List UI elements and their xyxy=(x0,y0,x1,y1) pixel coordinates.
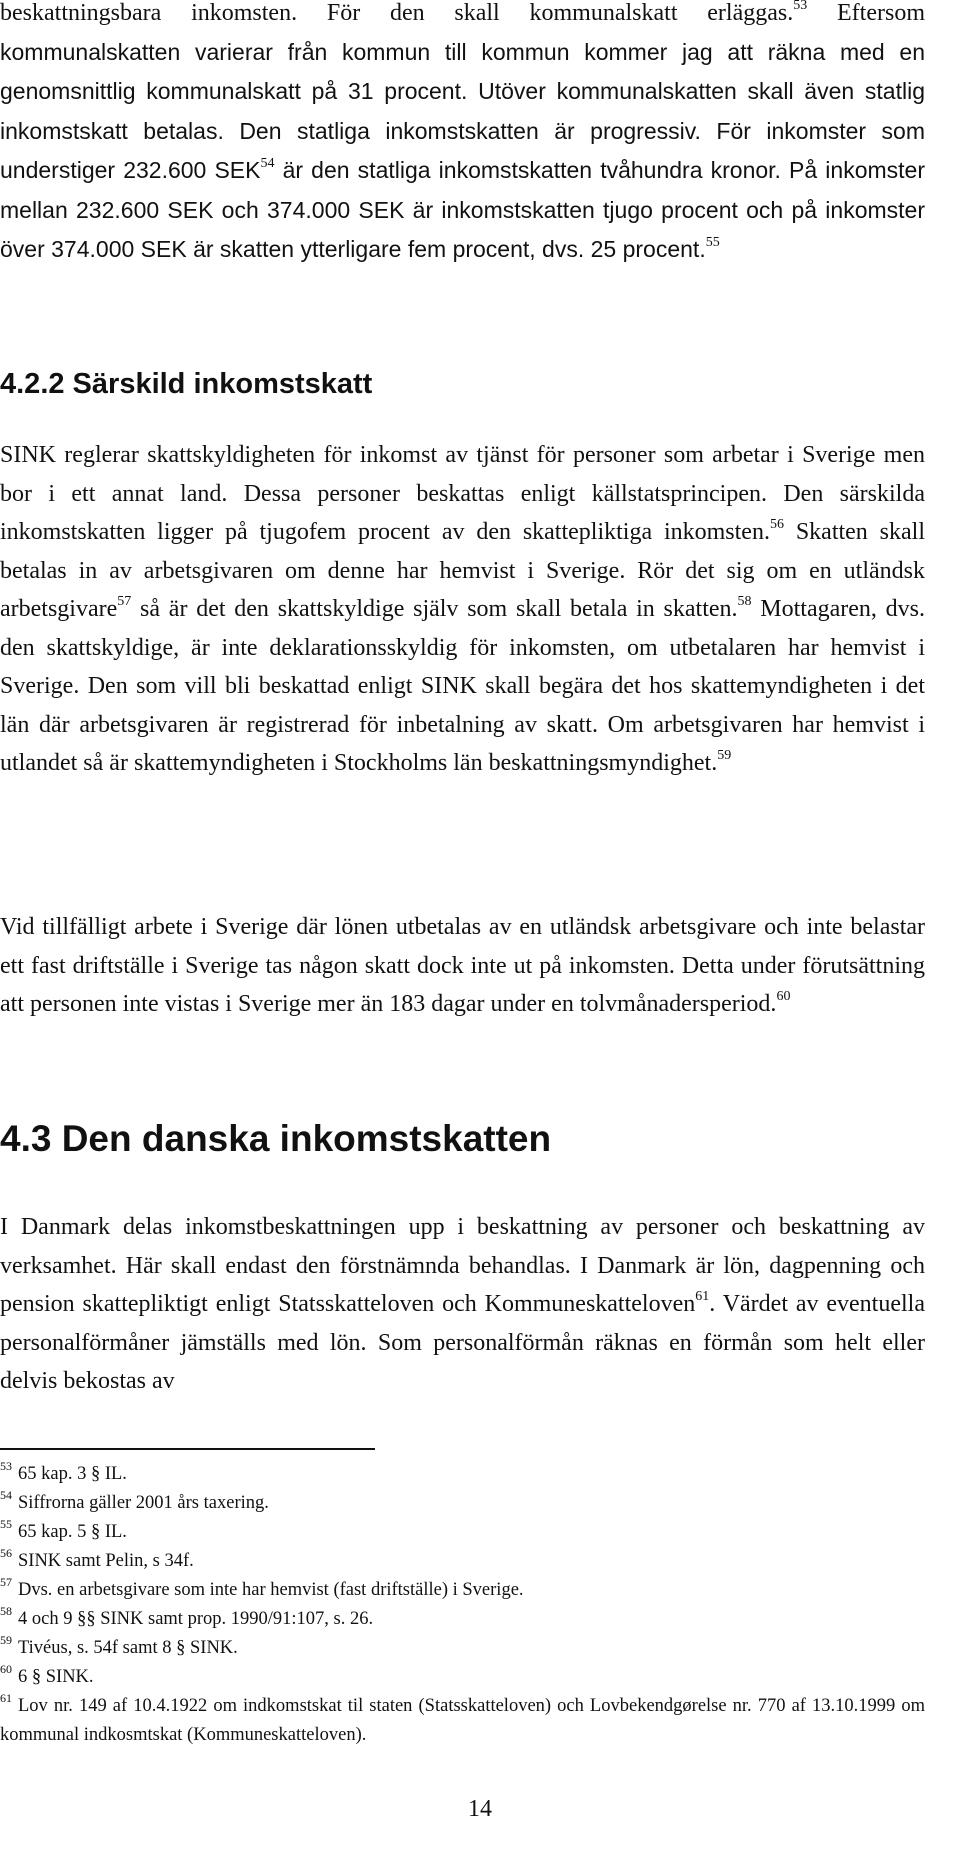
paragraph-top-line1: beskattningsbara inkomsten. För den skall kommunalskatt erläggas. xyxy=(0,0,794,26)
footnote-56 xyxy=(0,1547,925,1576)
section-43-paragraph xyxy=(0,1208,925,1401)
s43-part-a: I Danmark delas inkomstbeskattningen upp i beskattning av personer och beskattning av verksamhet. Här skall endast den förstnämnda behandlas. I Danmark är lön, dagpenning och pension skattepliktigt enligt Statsskatteloven och Kommuneskatteloven xyxy=(0,1214,925,1317)
section-422-p2-text xyxy=(0,908,925,1024)
p2-part-a: Vid tillfälligt arbete i Sverige där lönen utbetalas av en utländsk arbetsgivare och inte belastar ett fast driftställe i Sverige tas någon skatt dock inte ut på inkomsten. Detta under förutsättning att personen inte vistas i Sverige mer än 183 dagar under en tolvmånadersperiod. xyxy=(0,914,925,1017)
footnote-ref-56[interactable]: 56 xyxy=(769,517,784,532)
p1-part-c: så är det den skattskyldige själv som skall betala in skatten. xyxy=(131,596,738,622)
footnote-ref-57[interactable]: 57 xyxy=(117,594,132,609)
footnote-text: Tivéus, s. 54f samt 8 § SINK. xyxy=(18,1638,238,1658)
footnote-number: 56 xyxy=(0,1546,12,1560)
footnote-ref-61[interactable]: 61 xyxy=(695,1289,710,1304)
footnote-54 xyxy=(0,1489,925,1518)
footnotes xyxy=(0,1460,925,1750)
footnote-ref-59[interactable]: 59 xyxy=(717,748,732,763)
p1-part-b: Skatten skall betalas in av arbetsgivaren om denne har hemvist i Sverige. Rör det sig om en utländsk arbetsgivare xyxy=(0,519,925,622)
section-43-heading: 4.3 Den danska inkomstskatten xyxy=(0,1118,552,1159)
footnote-number: 54 xyxy=(0,1488,12,1502)
section-43-heading-wrap xyxy=(0,1118,925,1160)
page-number: 14 xyxy=(468,1796,492,1822)
footnote-59 xyxy=(0,1634,925,1663)
p1-part-d: Mottagaren, dvs. den skattskyldige, är inte deklarationsskyldig för inkomsten, om utbetalaren har hemvist i Sverige. Den som vill bli beskattad enligt SINK skall begära det hos skattemyndigheten i det län där arbetsgivaren är registrerad för inbetalning av skatt. Om arbetsgivaren har hemvist i utlandet så är skattemyndigheten i Stockholms län beskattningsmyndighet. xyxy=(0,596,925,776)
footnote-separator xyxy=(0,1448,375,1450)
s43-part-b: . Värdet av eventuella personalförmåner jämställs med lön. Som personalförmån räknas en förmån som helt eller delvis bekostas av xyxy=(0,1291,925,1394)
footnote-text: Siffrorna gäller 2001 års taxering. xyxy=(18,1493,269,1513)
footnote-text: Dvs. en arbetsgivare som inte har hemvist (fast driftställe) i Sverige. xyxy=(18,1580,524,1600)
section-422-p1-text xyxy=(0,436,925,783)
footnote-number: 60 xyxy=(0,1662,12,1676)
footnote-text: 4 och 9 §§ SINK samt prop. 1990/91:107, s. 26. xyxy=(18,1609,374,1629)
section-43-p-text xyxy=(0,1208,925,1401)
footnote-ref-60[interactable]: 60 xyxy=(776,989,791,1004)
footnote-number: 53 xyxy=(0,1459,12,1473)
footnote-55 xyxy=(0,1518,925,1547)
footnote-ref-53[interactable]: 53 xyxy=(793,0,808,13)
section-422-heading: 4.2.2 Särskild inkomstskatt xyxy=(0,368,373,400)
section-422-heading-wrap xyxy=(0,368,925,401)
footnote-53 xyxy=(0,1460,925,1489)
footnote-ref-58[interactable]: 58 xyxy=(737,594,752,609)
footnote-number: 55 xyxy=(0,1517,12,1531)
footnote-text: 65 kap. 5 § IL. xyxy=(18,1522,127,1542)
footnote-text: 6 § SINK. xyxy=(18,1667,94,1687)
footnote-number: 61 xyxy=(0,1691,12,1705)
paragraph-top-line1b: Eftersom xyxy=(807,0,925,26)
footnote-60 xyxy=(0,1663,925,1692)
footnote-text: 65 kap. 3 § IL. xyxy=(18,1464,127,1484)
paragraph-top-sans: kommunalskatten varierar från kommun till kommun kommer jag att räkna med en genomsnittlig kommunalskatt på 31 procent. Utöver kommunalskatten skall även statlig inkomstskatt betalas. Den statliga inkomstskatten är progressiv. För inkomster som understiger 232.600 SEK xyxy=(0,38,925,183)
footnote-61 xyxy=(0,1692,925,1750)
p1-part-a: SINK reglerar skattskyldigheten för inkomst av tjänst för personer som arbetar i Sverige men bor i ett annat land. Dessa personer beskattas enligt källstatsprincipen. Den särskilda inkomstskatten ligger på tjugofem procent av den skattepliktiga inkomsten. xyxy=(0,442,925,545)
footnote-number: 58 xyxy=(0,1604,12,1618)
footnote-ref-55[interactable]: 55 xyxy=(705,235,720,250)
paragraph-top xyxy=(0,0,925,270)
footnote-ref-54[interactable]: 54 xyxy=(260,156,275,171)
footnote-text: Lov nr. 149 af 10.4.1922 om indkomstskat til staten (Statsskatteloven) och Lovbekendgørelse nr. 770 af 13.10.1999 om kommunal indkosmtskat (Kommuneskatteloven). xyxy=(0,1696,925,1745)
footnote-57 xyxy=(0,1576,925,1605)
footnote-number: 57 xyxy=(0,1575,12,1589)
footnote-number: 59 xyxy=(0,1633,12,1647)
footnote-text: SINK samt Pelin, s 34f. xyxy=(18,1551,194,1571)
paragraph-top-text xyxy=(0,0,925,270)
footnote-58 xyxy=(0,1605,925,1634)
section-422-paragraph-2 xyxy=(0,908,925,1024)
section-422-paragraph-1 xyxy=(0,436,925,783)
paragraph-top-sans2: är den statliga inkomstskatten tvåhundra kronor. På inkomster mellan 232.600 SEK och 374.000 SEK är inkomstskatten tjugo procent och på inkomster över 374.000 SEK är skatten ytterligare fem procent, dvs. 25 procent. xyxy=(0,157,926,262)
